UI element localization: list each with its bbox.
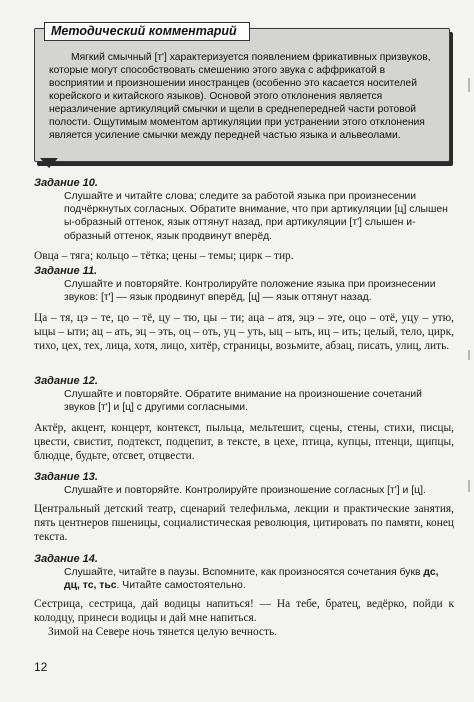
task-title: Задание 14. [34, 553, 98, 565]
commentary-panel [34, 28, 450, 162]
task-examples-2: Зимой на Севере ночь тянется целую вечность. [48, 626, 278, 639]
instruction-suffix: . Читайте самостоятельно. [116, 580, 246, 592]
task-instruction: Слушайте и повторяйте. Обратите внимание на произношение сочетаний звуков [т'] и [ц] с другими согласными. [64, 389, 422, 414]
task-13 [34, 470, 454, 544]
task-title: Задание 12. [34, 375, 98, 387]
task-instruction [64, 566, 454, 592]
page-number: 12 [34, 660, 48, 674]
methodical-commentary-box [30, 22, 450, 162]
task-title: Задание 13. [34, 471, 98, 483]
task-examples: Овца – тяга; кольцо – тётка; цены – темы; цирк – тир. [34, 249, 294, 262]
task-12 [34, 374, 454, 463]
task-examples: Сестрица, сестрица, дай водицы напиться! — На тебе, братец, ведёрко, пойди к колодцу, принеси водицы и дай мне напиться. [34, 598, 454, 625]
task-examples: Актёр, акцент, концерт, контекст, пыльца, мельтешит, сцены, стены, стихи, писцы, цвести, свистит, подтекст, подцепит, в тексте, в цехе, птица, купцы, птенци, щипцы, блюдце, будьте, отсвет, отцвести. [34, 422, 454, 463]
commentary-text: Мягкий смычный [т'] характеризуется появлением фрикативных призвуков, которые могут способствовать смешению этого звука с аффрикатой в восприятии и произношении иностранцев (особенно это касается носителей корейского и китайского языков). Основой этого отклонения является неразличение артикуляций смычки и щели в среднепередней части ротовой полости. Ощутимым моментом артикуляции при устранении этого отклонения является усиление смычки между передней частью языка и альвеолами. [49, 52, 431, 141]
task-examples: Центральный детский театр, сценарий телефильма, лекции и практические занятия, пять центнеров пшеницы, социалистическая революция, цитировать по памяти, конец текста. [34, 503, 454, 544]
commentary-title: Методический комментарий [44, 22, 250, 41]
task-instruction: Слушайте и повторяйте. Контролируйте произношение согласных [т'] и [ц]. [64, 485, 426, 496]
task-10 [34, 176, 454, 263]
task-14 [34, 552, 454, 639]
task-title: Задание 11. [34, 265, 98, 277]
commentary-pointer [40, 158, 58, 168]
task-title: Задание 10. [34, 177, 98, 189]
task-examples: Ца – тя, цэ – те, цо – тё, цу – тю, цы – ти; аца – атя, эцэ – эте, оцо – отё, уцу – утю, ыцы – ыти; ац – ать, эц – эть, оц – оть, уц – уть, ыц – ыть, иц – ить; целый, тело, цирк, тихо, цех, тех, лица, хотя, лицо, хитёр, страницы, возьмите, абзац, писать, улиц, лить. [34, 312, 454, 353]
instruction-letters: дс, дц, тс, тьс [64, 567, 439, 592]
instruction-prefix: Слушайте, читайте в паузы. Вспомните, как произносятся сочетания букв [64, 567, 424, 578]
task-11 [34, 264, 454, 353]
task-instruction: Слушайте и повторяйте. Контролируйте положение языка при произнесении звуков: [т'] — язык продвинут вперёд, [ц] — язык оттянут назад. [64, 279, 436, 304]
page-edge [460, 0, 474, 702]
task-instruction: Слушайте и читайте слова; следите за работой языка при произнесении подчёркнутых согласных. Обратите внимание, что при артикуляции [ц] слышен ы-образный оттенок, язык оттянут назад, при артикуляции [т'] слышен и-образный оттенок, язык продвинут вперёд. [64, 191, 448, 242]
